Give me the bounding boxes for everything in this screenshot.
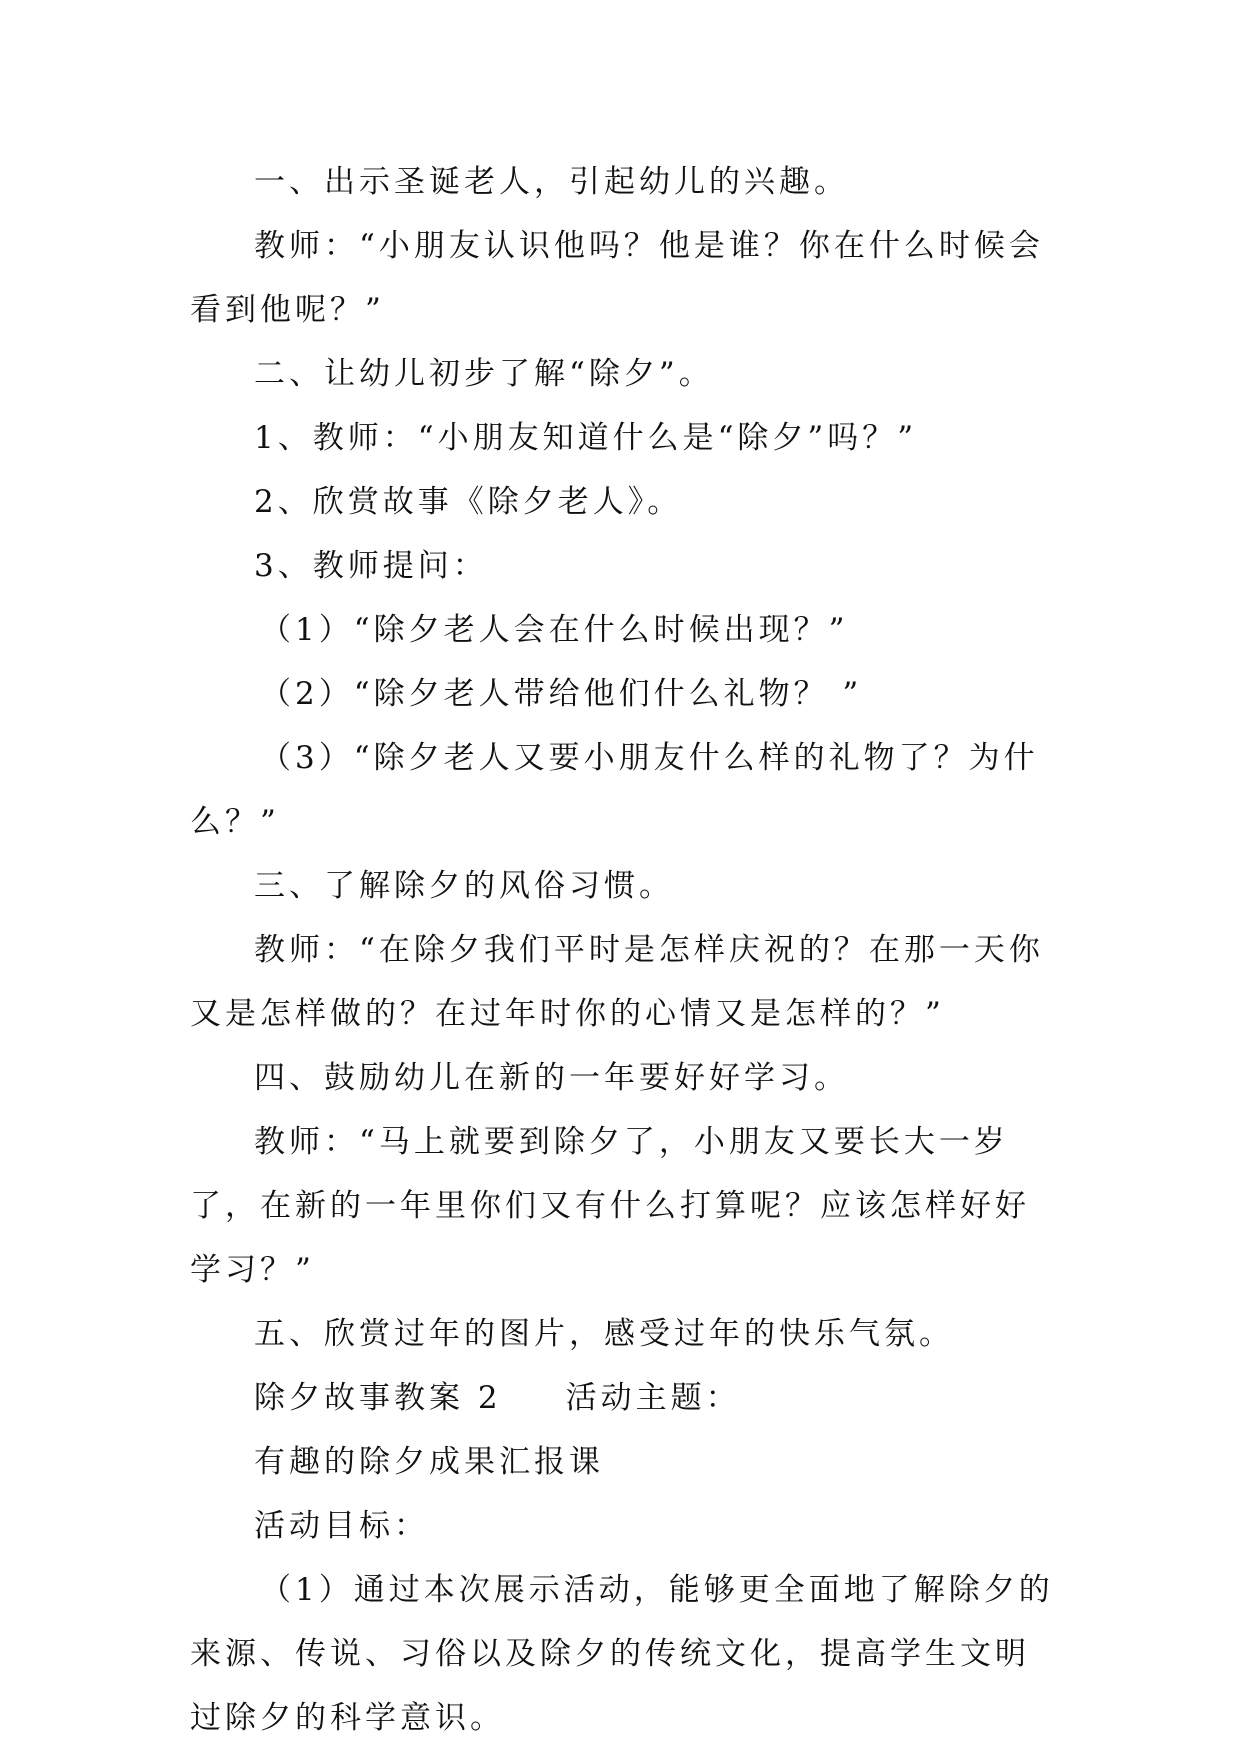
teacher-question-1: 教师：“小朋友认识他吗？他是谁？你在什么时候会看到他呢？” [190, 228, 1044, 328]
topic-text: 有趣的除夕成果汇报课 [254, 1444, 604, 1480]
step-3: 3、教师提问： [254, 548, 488, 584]
lesson-heading [190, 1366, 1055, 1430]
teacher-question-2: 教师：“在除夕我们平时是怎样庆祝的？在那一天你又是怎样做的？在过年时你的心情又是怎样的？” [190, 932, 1044, 1032]
teacher-question-3: 教师：“马上就要到除夕了，小朋友又要长大一岁了，在新的一年里你们又有什么打算呢？应该怎样好好学习？” [190, 1124, 1030, 1288]
section-heading-5: 五、欣赏过年的图片，感受过年的快乐气氛。 [254, 1316, 954, 1352]
section-heading-4: 四、鼓励幼儿在新的一年要好好学习。 [254, 1060, 849, 1096]
goals-label: 活动目标： [254, 1508, 429, 1544]
question-3: （3）“除夕老人又要小朋友什么样的礼物了？为什么？” [190, 740, 1039, 840]
section-heading-2: 二、让幼儿初步了解“除夕”。 [254, 356, 714, 392]
section-heading-1: 一、出示圣诞老人，引起幼儿的兴趣。 [254, 164, 849, 200]
goal-1: （1）通过本次展示活动，能够更全面地了解除夕的来源、传说、习俗以及除夕的传统文化，提高学生文明过除夕的科学意识。 [190, 1572, 1054, 1736]
topic-label: 活动主题： [565, 1380, 741, 1416]
question-2: （2）“除夕老人带给他们什么礼物？ ” [260, 676, 863, 712]
question-1: （1）“除夕老人会在什么时候出现？” [260, 612, 849, 648]
document-body [190, 150, 1055, 1750]
step-1: 1、教师：“小朋友知道什么是“除夕”吗？” [254, 420, 918, 456]
lesson-title: 除夕故事教案 2 [254, 1380, 502, 1416]
step-2: 2、欣赏故事《除夕老人》。 [254, 484, 683, 520]
section-heading-3: 三、了解除夕的风俗习惯。 [254, 868, 674, 904]
